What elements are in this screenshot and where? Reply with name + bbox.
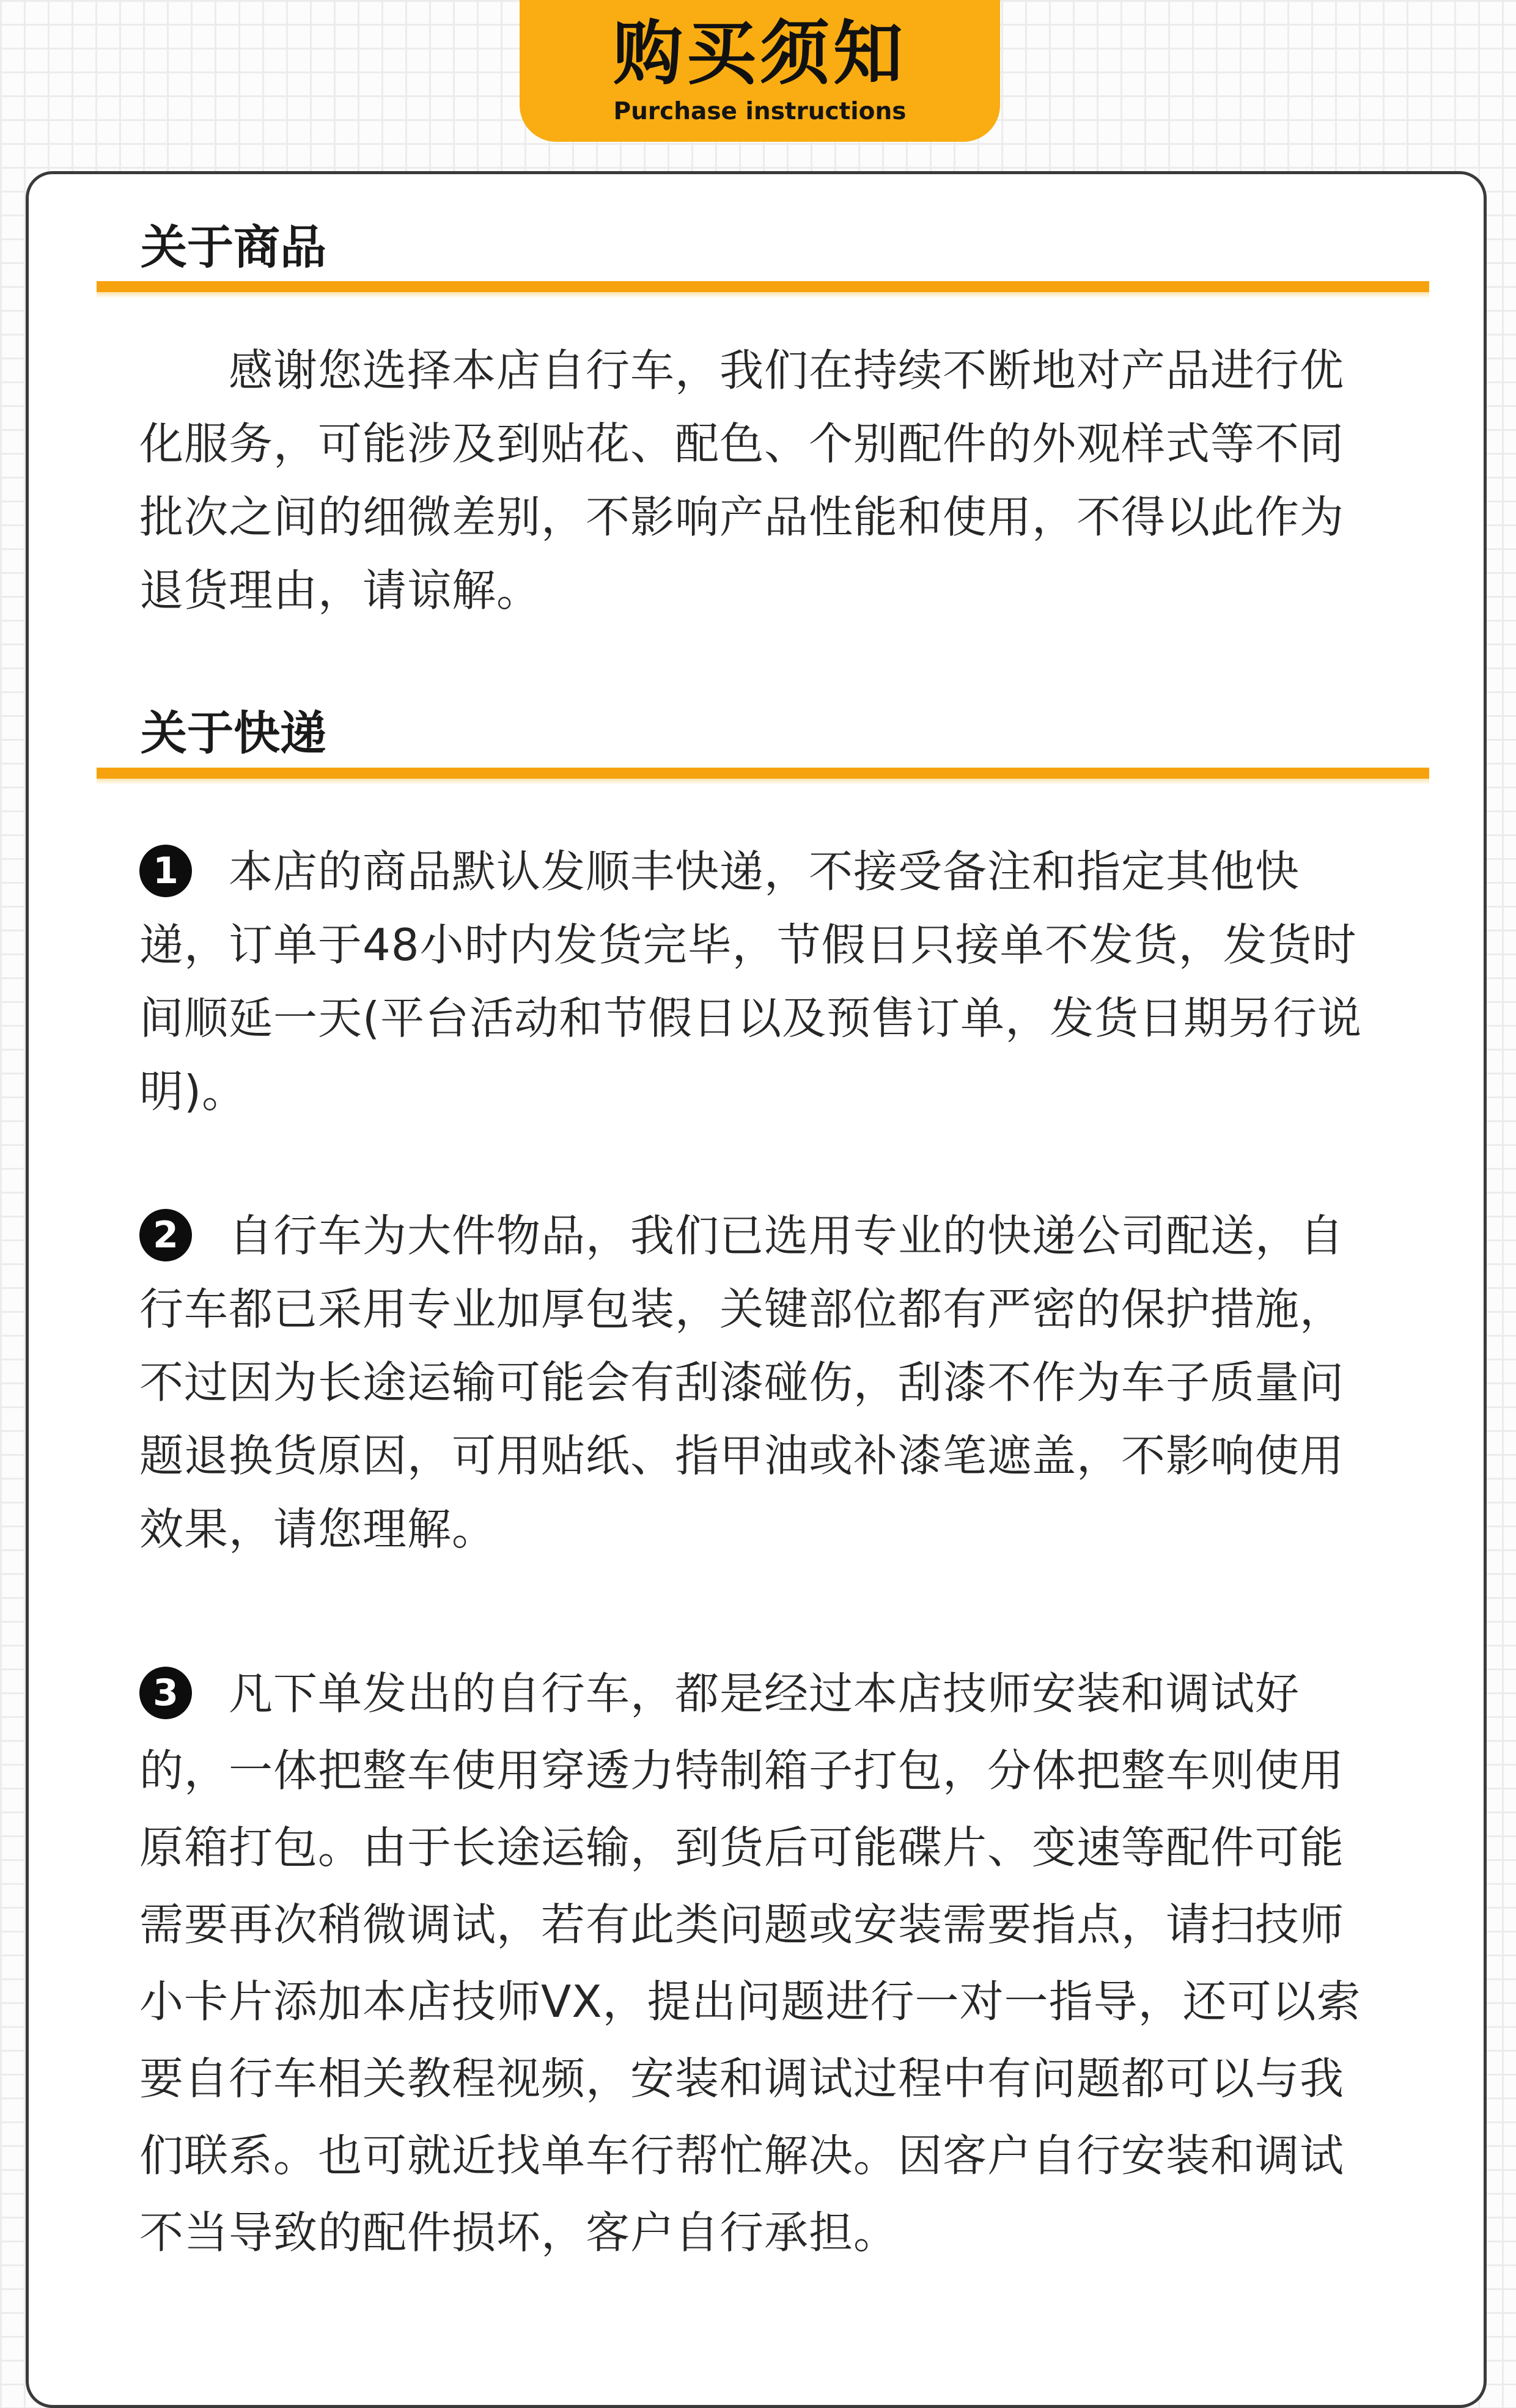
title-banner — [520, 0, 1000, 142]
number-badge-icon: 1 — [139, 845, 192, 897]
product-paragraph-text: 感谢您选择本店自行车，我们在持续不断地对产品进行优化服务，可能涉及到贴花、配色、个别配件的外观样式等不同批次之间的细微差别，不影响产品性能和使用，不得以此作为退货理由，请谅解。 — [139, 345, 1345, 616]
shipping-item — [139, 1655, 1374, 2271]
shipping-item — [139, 835, 1374, 1128]
shipping-item-text: 本店的商品默认发顺丰快递，不接受备注和指定其他快递，订单于48小时内发货完毕，节假日只接单不发货，发货时间顺延一天(平台活动和节假日以及预售订单，发货日期另行说明)。 — [139, 846, 1363, 1117]
product-paragraph — [139, 334, 1374, 627]
section-title-shipping: 关于快递 — [141, 706, 326, 760]
shipping-item-text: 自行车为大件物品，我们已选用专业的快递公司配送，自行车都已采用专业加厚包装，关键部位都有严密的保护措施，不过因为长途运输可能会有刮漆碰伤，刮漆不作为车子质量问题退换货原因，可用贴纸、指甲油或补漆笔遮盖，不影响使用效果，请您理解。 — [139, 1210, 1345, 1555]
page-title: 购买须知 — [613, 13, 907, 94]
number-badge-icon: 3 — [139, 1667, 192, 1719]
number-badge-icon: 2 — [139, 1209, 192, 1261]
section-title-product: 关于商品 — [141, 220, 326, 274]
shipping-item — [139, 1199, 1374, 1566]
section-divider-shipping — [97, 768, 1429, 779]
section-divider-product — [97, 281, 1429, 292]
shipping-item-text: 凡下单发出的自行车，都是经过本店技师安装和调试好的，一体把整车使用穿透力特制箱子打包，分体把整车则使用原箱打包。由于长途运输，到货后可能碟片、变速等配件可能需要再次稍微调试，若有此类问题或安装需要指点，请扫技师小卡片添加本店技师VX，提出问题进行一对一指导，还可以索要自行车相关教程视频，安装和调试过程中有问题都可以与我们联系。也可就近找单车行帮忙解决。因客户自行安装和调试不当导致的配件损坏，客户自行承担。 — [139, 1668, 1361, 2258]
page-subtitle: Purchase instructions — [613, 98, 907, 125]
